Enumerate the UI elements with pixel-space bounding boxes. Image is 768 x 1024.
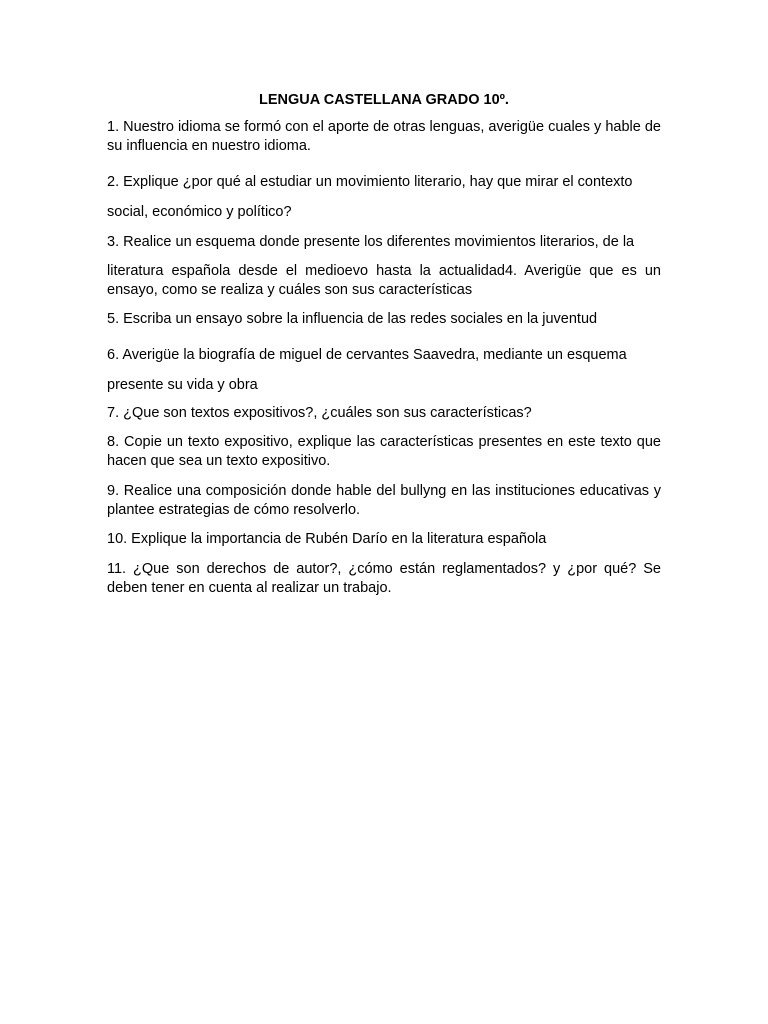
document-page [107,90,661,608]
question-7: 7. ¿Que son textos expositivos?, ¿cuáles son sus características? [107,404,532,421]
question-11: 11. ¿Que son derechos de autor?, ¿cómo están reglamentados? y ¿por qué? Se deben tener en cuenta al realizar un trabajo. [107,560,661,596]
question-1: 1. Nuestro idioma se formó con el aporte de otras lenguas, averigüe cuales y hable de su influencia en nuestro idioma. [107,119,661,154]
question-2-line-1: 2. Explique ¿por qué al estudiar un movimiento literario, hay que mirar el contexto [107,173,633,190]
question-2-line-2: social, económico y político? [107,203,292,220]
question-3-line-1: 3. Realice un esquema donde presente los diferentes movimientos literarios, de la [107,233,635,250]
question-8: 8. Copie un texto expositivo, explique las características presentes en este texto que hacen que sea un texto expositivo. [107,434,661,469]
question-10: 10. Explique la importancia de Rubén Darío en la literatura española [107,531,547,547]
question-6-line-2: presente su vida y obra [107,376,258,393]
question-9: 9. Realice una composición donde hable del bullyng en las instituciones educativas y plantee estrategias de cómo resolverlo. [107,482,661,518]
question-5: 5. Escriba un ensayo sobre la influencia de las redes sociales en la juventud [107,311,598,327]
document-title: LENGUA CASTELLANA GRADO 10º. [259,92,509,108]
question-3-4-continuation: literatura española desde el medioevo hasta la actualidad4. Averigüe que es un ensayo, como se realiza y cuáles son sus características [107,262,661,298]
question-6-line-1: 6. Averigüe la biografía de miguel de cervantes Saavedra, mediante un esquema [107,346,627,363]
